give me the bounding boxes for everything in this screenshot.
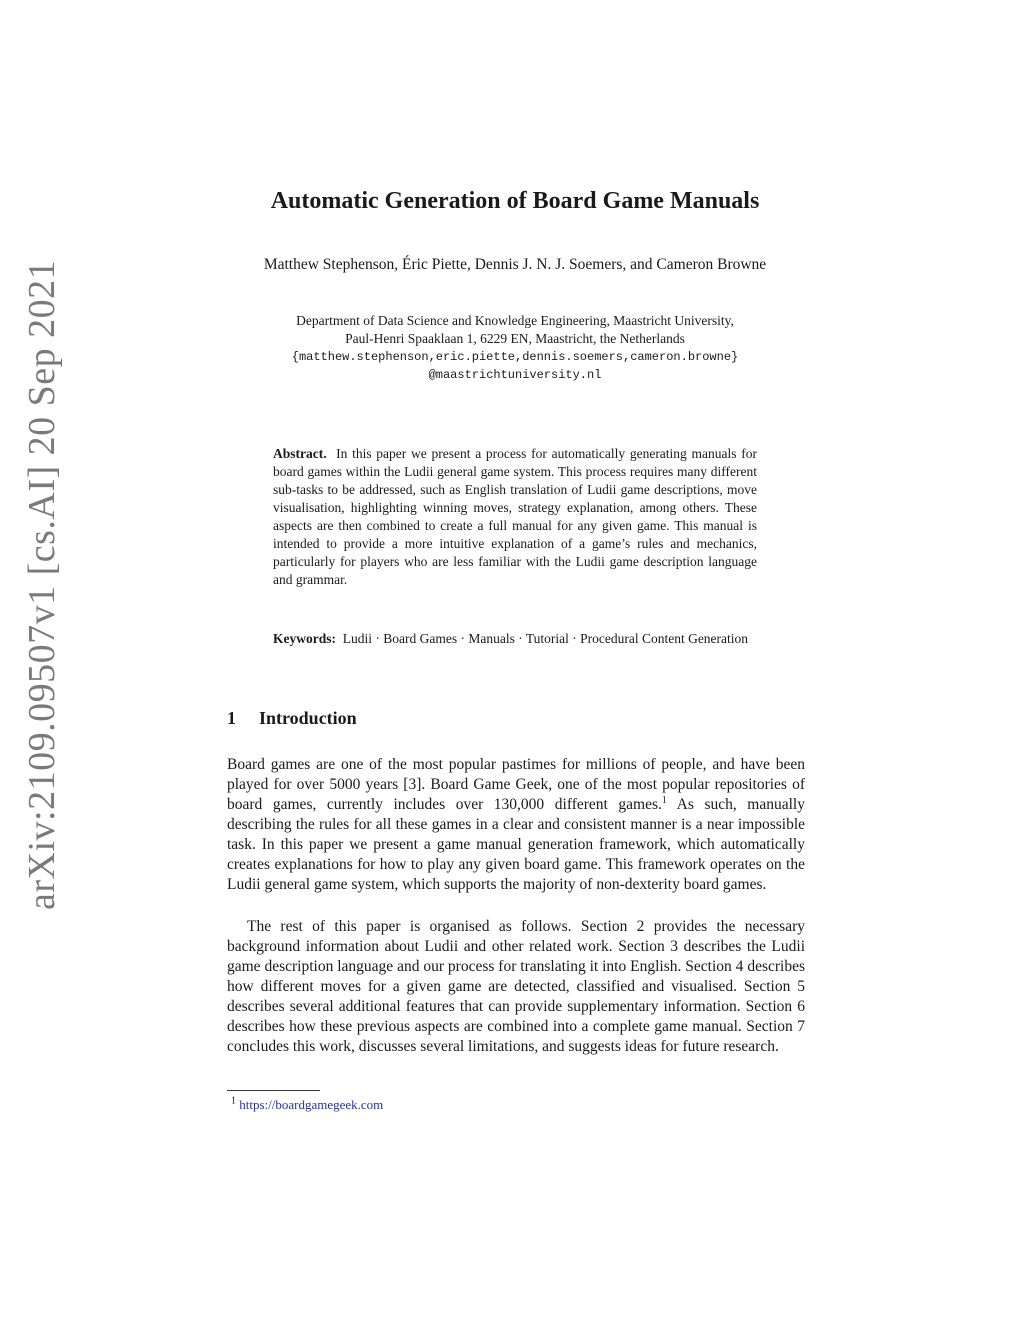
author-emails: {matthew.stephenson,eric.piette,dennis.soemers,cameron.browne} (291, 350, 739, 364)
keywords (273, 630, 757, 648)
footnote-number: 1 (231, 1095, 236, 1107)
section-number: 1 (227, 708, 236, 728)
section-heading-introduction (227, 706, 357, 730)
footnote-marker[interactable]: 1 (661, 794, 667, 806)
keywords-label: Keywords: (273, 631, 336, 646)
footnote (231, 1096, 383, 1114)
intro-paragraph-2: The rest of this paper is organised as follows. Section 2 provides the necessary background information about Ludii and other related work. Section 3 describes the Ludii game description language and our process for translating it into English. Section 4 describes how different moves for a given game are detected, classified and visualised. Section 5 describes several additional features that can provide supplementary information. Section 6 describes how these previous aspects are combined into a complete game manual. Section 7 concludes this work, discusses several limitations, and suggests ideas for future research. (227, 918, 805, 1055)
intro-paragraph-1-end: As such, manually describing the rules for all these games in a clear and consistent manner is a near impossible task. In this paper we present a game manual generation framework, which automatically creates explanations for how to play any given board game. This framework operates on the Ludii general game system, which supports the majority of non-dexterity board games. (227, 796, 805, 893)
arxiv-identifier: arXiv:2109.09507v1 [cs.AI] 20 Sep 2021 (21, 259, 63, 910)
affiliation-line: Paul-Henri Spaaklaan 1, 6229 EN, Maastricht, the Netherlands (345, 331, 685, 346)
abstract-label: Abstract. (273, 446, 327, 461)
keywords-text: Ludii · Board Games · Manuals · Tutorial · Procedural Content Generation (342, 631, 749, 646)
affiliation-line: Department of Data Science and Knowledge Engineering, Maastricht University, (296, 313, 734, 328)
section-title: Introduction (259, 708, 357, 728)
intro-paragraph-1-start: Board games are one of the most popular pastimes for millions of people, and have been played for over 5000 years [3]. Board Game Geek, one of the most popular repositories of board games, currently includes over 130,000 different games. (227, 756, 805, 813)
footnote-divider (227, 1090, 320, 1091)
affiliation-block (225, 312, 805, 384)
email-domain: @maastrichtuniversity.nl (428, 368, 602, 382)
intro-paragraph-1 (227, 755, 805, 895)
paper-title: Automatic Generation of Board Game Manuals (270, 188, 760, 214)
author-list: Matthew Stephenson, Éric Piette, Dennis J. N. J. Soemers, and Cameron Browne (263, 256, 767, 273)
abstract (273, 445, 757, 589)
abstract-text: In this paper we present a process for automatically generating manuals for board games within the Ludii general game system. This process requires many different sub-tasks to be addressed, such as English translation of Ludii game descriptions, move visualisation, highlighting winning moves, strategy explanation, among others. These aspects are then combined to create a full manual for any given game. This manual is intended to provide a more intuitive explanation of a game’s rules and mechanics, particularly for players who are less familiar with the Ludii game description language and grammar. (273, 446, 757, 587)
footnote-link[interactable]: https://boardgamegeek.com (239, 1097, 384, 1112)
